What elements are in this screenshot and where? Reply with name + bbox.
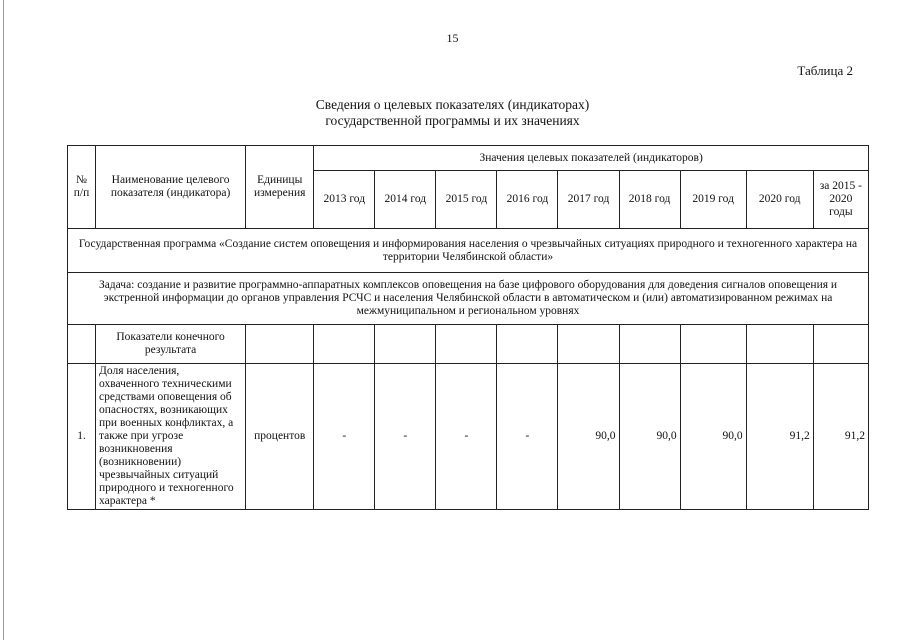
- indicator-value: 90,0: [558, 364, 619, 510]
- header-indicator-name: Наименование целевого показателя (индикатора): [96, 146, 246, 229]
- indicator-value: -: [436, 364, 497, 510]
- indicator-row: [68, 364, 869, 510]
- indicator-value: 91,2: [746, 364, 813, 510]
- section-row: [68, 325, 869, 364]
- indicator-value: -: [314, 364, 375, 510]
- indicator-name: Доля населения, охваченного техническими средствами оповещения об опасностях, возникающих при военных конфликтах, а также при угрозе возникновения (возникновении) чрезвычайных ситуаций природного и техногенного характера *: [96, 364, 246, 510]
- header-row-1: [68, 146, 869, 171]
- header-year: 2016 год: [497, 171, 558, 229]
- header-total-period: за 2015 - 2020 годы: [813, 171, 868, 229]
- empty-cell: [246, 325, 314, 364]
- program-title-cell: Государственная программа «Создание систем оповещения и информирования населения о чрезвычайных ситуациях природного и техногенного характера на территории Челябинской области»: [68, 229, 869, 273]
- header-num-line2: п/п: [73, 187, 90, 199]
- header-year: 2014 год: [375, 171, 436, 229]
- empty-cell: [746, 325, 813, 364]
- header-year: 2015 год: [436, 171, 497, 229]
- empty-cell: [497, 325, 558, 364]
- header-values: Значения целевых показателей (индикаторов): [314, 146, 869, 171]
- empty-cell: [375, 325, 436, 364]
- header-year: 2013 год: [314, 171, 375, 229]
- indicator-units: процентов: [246, 364, 314, 510]
- task-row: [68, 273, 869, 325]
- indicator-total: 91,2: [813, 364, 868, 510]
- empty-cell: [68, 325, 96, 364]
- page-margin-line: [3, 0, 4, 640]
- indicator-value: 90,0: [619, 364, 680, 510]
- indicators-table: [67, 145, 869, 510]
- indicator-value: -: [375, 364, 436, 510]
- empty-cell: [314, 325, 375, 364]
- empty-cell: [680, 325, 746, 364]
- indicator-value: 90,0: [680, 364, 746, 510]
- task-cell: Задача: создание и развитие программно-аппаратных комплексов оповещения на базе цифрового оборудования для доведения сигналов оповещения и экстренной информации до органов управления РСЧС и населения Челябинской области в автоматическом и (или) автоматизированном режимах на межмуниципальном и региональном уровнях: [68, 273, 869, 325]
- header-year: 2019 год: [680, 171, 746, 229]
- header-num-cell: [68, 146, 96, 229]
- empty-cell: [436, 325, 497, 364]
- empty-cell: [619, 325, 680, 364]
- program-row: [68, 229, 869, 273]
- section-label-cell: Показатели конечного результата: [96, 325, 246, 364]
- empty-cell: [813, 325, 868, 364]
- title-line-2: государственной программы и их значениях: [325, 113, 580, 128]
- table-label: Таблица 2: [797, 63, 853, 78]
- title-line-1: Сведения о целевых показателях (индикаторах): [315, 97, 590, 112]
- document-title: [0, 97, 905, 129]
- empty-cell: [558, 325, 619, 364]
- page-number: 15: [446, 31, 459, 45]
- indicator-num: 1.: [68, 364, 96, 510]
- header-year: 2018 год: [619, 171, 680, 229]
- header-units: Единицы измерения: [246, 146, 314, 229]
- indicator-value: -: [497, 364, 558, 510]
- header-num-line1: №: [76, 174, 87, 186]
- header-year: 2020 год: [746, 171, 813, 229]
- header-year: 2017 год: [558, 171, 619, 229]
